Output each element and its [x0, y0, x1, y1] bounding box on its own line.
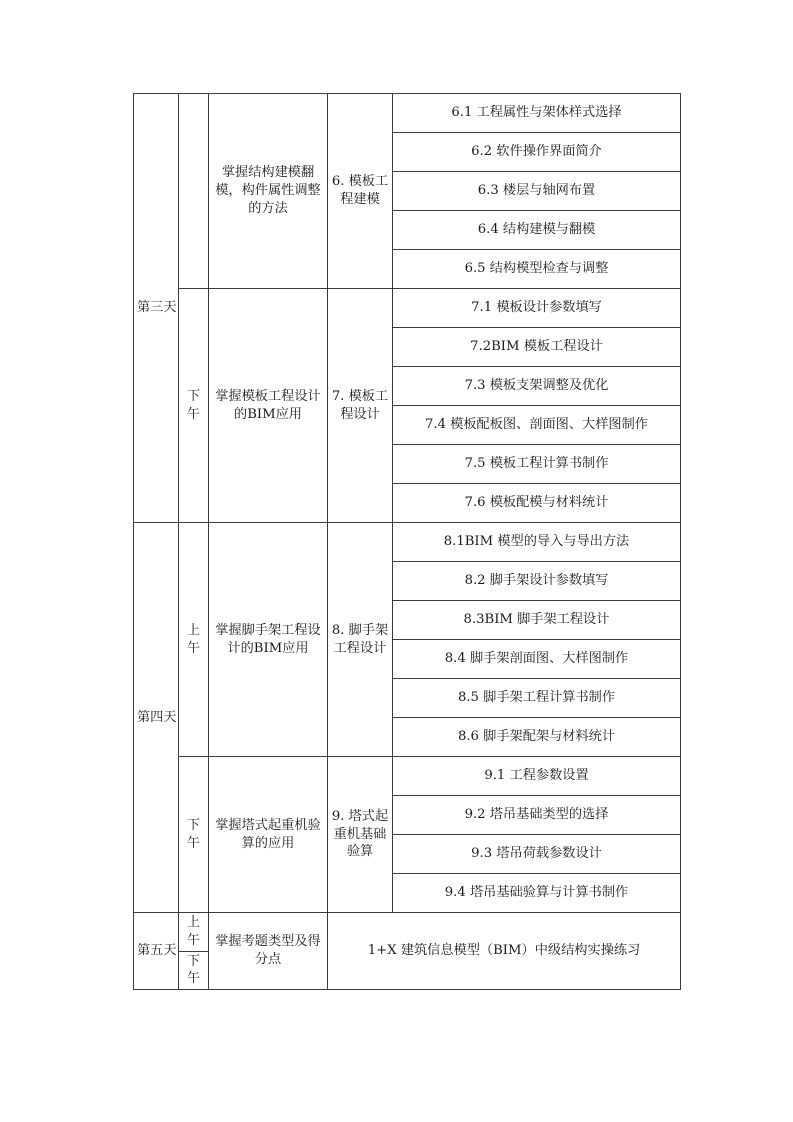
period-cell — [179, 913, 209, 952]
period-cell — [179, 289, 209, 523]
module-cell: 6. 模板工程建模 — [328, 94, 393, 289]
content-item-cell: 7.2BIM 模板工程设计 — [393, 328, 681, 367]
table-row — [134, 289, 681, 328]
content-item-cell: 8.4 脚手架剖面图、大样图制作 — [393, 640, 681, 679]
content-item-cell: 8.5 脚手架工程计算书制作 — [393, 679, 681, 718]
period-char: 午 — [186, 971, 201, 987]
content-item-cell: 9.4 塔吊基础验算与计算书制作 — [393, 874, 681, 913]
table-row — [134, 94, 681, 133]
content-item-cell: 7.3 模板支架调整及优化 — [393, 367, 681, 406]
content-item-cell: 7.6 模板配模与材料统计 — [393, 484, 681, 523]
table-row — [134, 523, 681, 562]
objective-cell: 掌握结构建模翻模，构件属性调整的方法 — [209, 94, 328, 289]
period-char: 下 — [186, 388, 201, 404]
objective-cell: 掌握脚手架工程设计的BIM应用 — [209, 523, 328, 757]
period-cell — [179, 951, 209, 990]
period-cell — [179, 757, 209, 913]
content-item-cell: 8.2 脚手架设计参数填写 — [393, 562, 681, 601]
content-item-cell: 9.1 工程参数设置 — [393, 757, 681, 796]
content-item-cell: 7.1 模板设计参数填写 — [393, 289, 681, 328]
content-item-cell: 8.1BIM 模型的导入与导出方法 — [393, 523, 681, 562]
module-cell: 8. 脚手架工程设计 — [328, 523, 393, 757]
period-char: 午 — [186, 640, 201, 656]
objective-cell: 掌握模板工程设计的BIM应用 — [209, 289, 328, 523]
content-item-cell: 9.2 塔吊基础类型的选择 — [393, 796, 681, 835]
period-cell — [179, 523, 209, 757]
objective-cell: 掌握考题类型及得分点 — [209, 913, 328, 990]
period-char: 下 — [186, 953, 201, 969]
table-row — [134, 913, 681, 952]
period-char: 下 — [186, 817, 201, 833]
period-char: 上 — [186, 622, 201, 638]
period-char: 午 — [186, 835, 201, 851]
content-item-cell: 7.5 模板工程计算书制作 — [393, 445, 681, 484]
content-item-cell: 6.4 结构建模与翻模 — [393, 211, 681, 250]
day-label-cell: 第五天 — [134, 913, 179, 990]
period-char: 上 — [186, 915, 201, 931]
content-item-cell: 6.2 软件操作界面简介 — [393, 133, 681, 172]
content-item-cell: 7.4 模板配板图、剖面图、大样图制作 — [393, 406, 681, 445]
period-cell — [179, 94, 209, 289]
content-item-cell: 6.5 结构模型检查与调整 — [393, 250, 681, 289]
content-item-cell: 6.3 楼层与轴网布置 — [393, 172, 681, 211]
module-cell: 9. 塔式起重机基础验算 — [328, 757, 393, 913]
day-label-cell: 第三天 — [134, 94, 179, 523]
training-schedule-table — [133, 93, 681, 990]
table-row — [134, 757, 681, 796]
objective-cell: 掌握塔式起重机验算的应用 — [209, 757, 328, 913]
day-label-cell: 第四天 — [134, 523, 179, 913]
content-item-cell: 8.6 脚手架配架与材料统计 — [393, 718, 681, 757]
module-cell: 7. 模板工程设计 — [328, 289, 393, 523]
content-item-cell: 6.1 工程属性与架体样式选择 — [393, 94, 681, 133]
content-item-cell: 9.3 塔吊荷载参数设计 — [393, 835, 681, 874]
period-char: 午 — [186, 932, 201, 948]
content-item-cell: 8.3BIM 脚手架工程设计 — [393, 601, 681, 640]
content-item-cell: 1+X 建筑信息模型（BIM）中级结构实操练习 — [328, 913, 681, 990]
period-char: 午 — [186, 406, 201, 422]
